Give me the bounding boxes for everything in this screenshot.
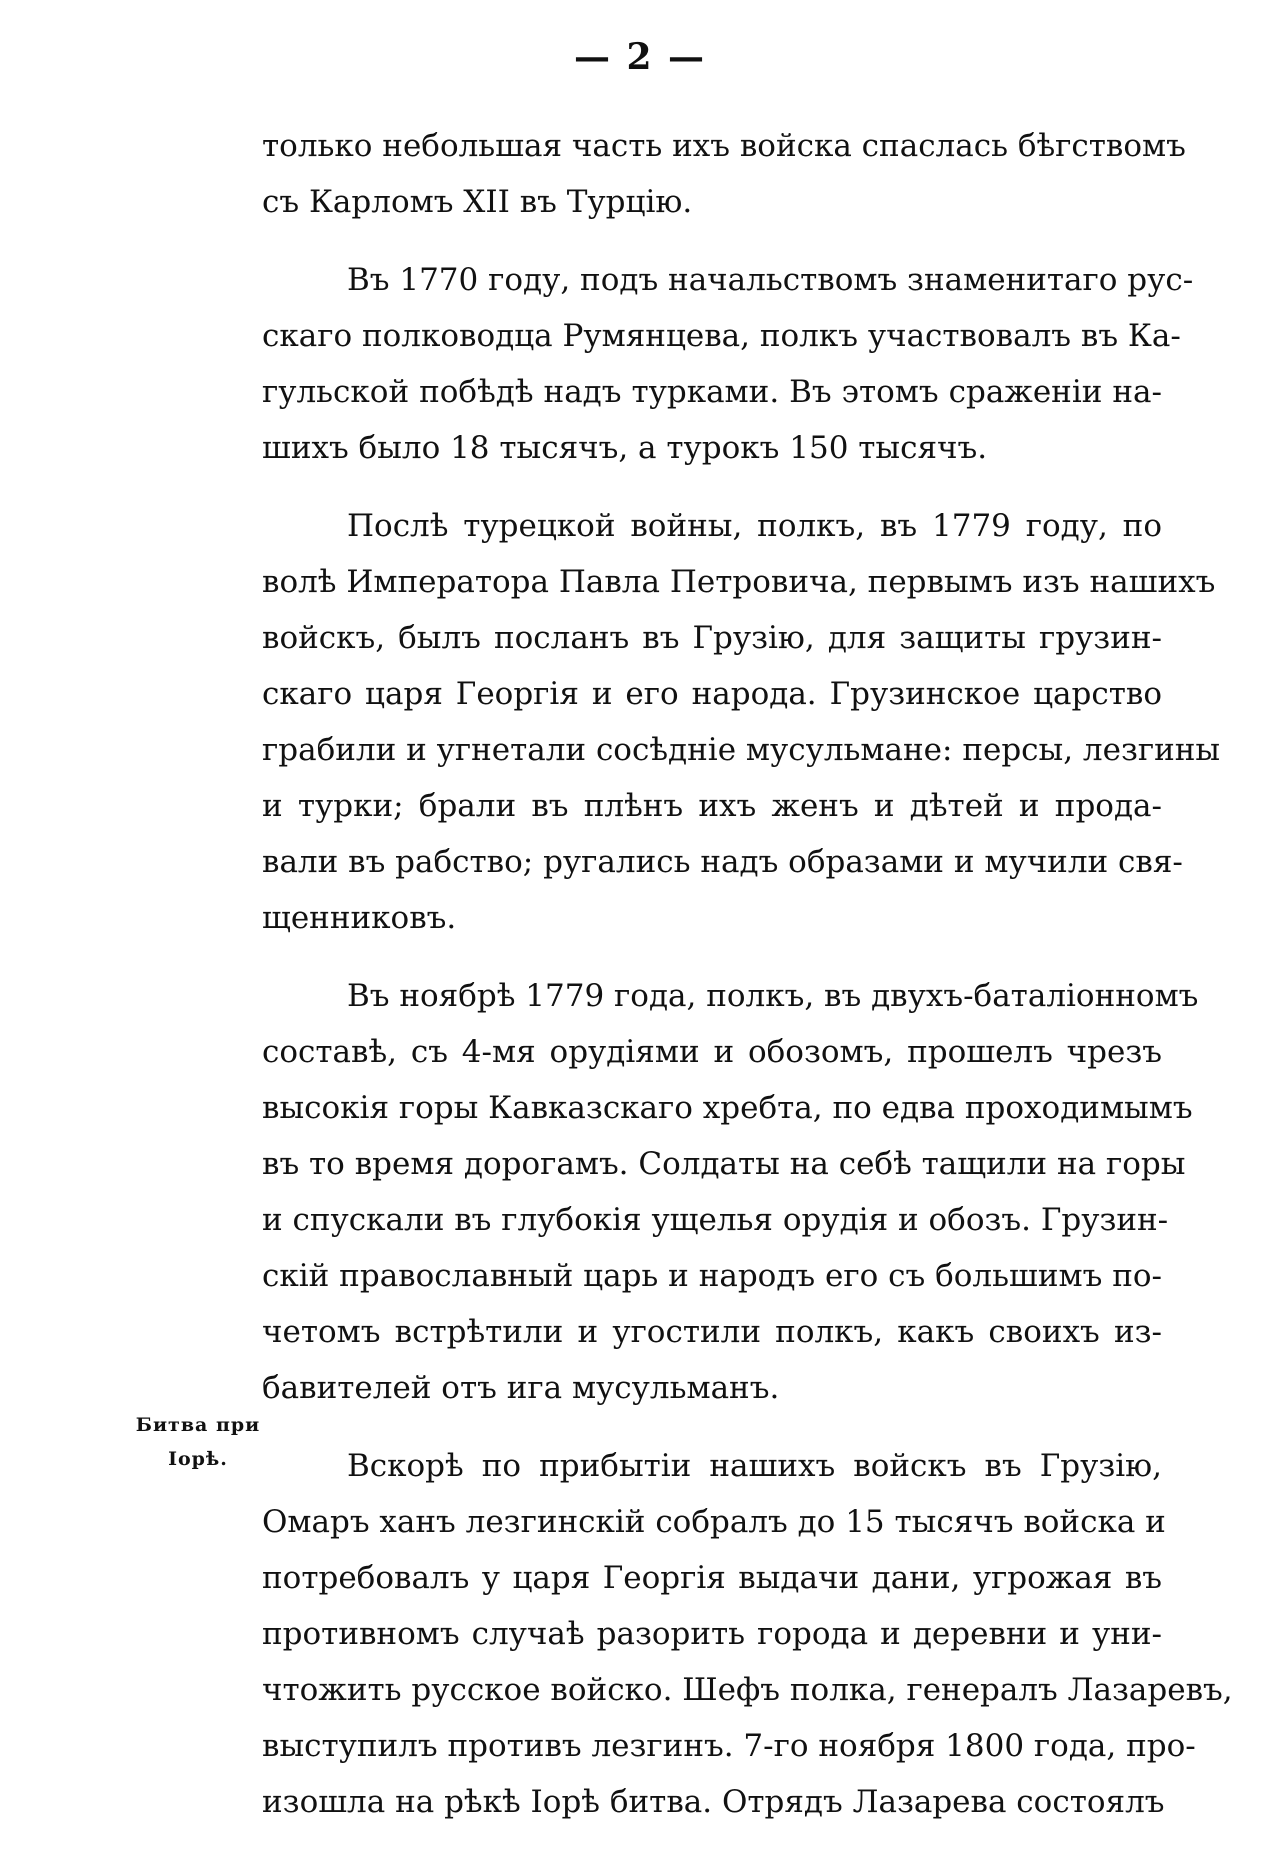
margin-note-line: Іорѣ. <box>168 1448 228 1470</box>
body-text <box>262 118 1233 1830</box>
margin-note <box>118 1408 278 1476</box>
text-line: чтожить русское войско. Шефъ полка, генералъ Лазаревъ, <box>262 1672 1233 1708</box>
text-line: бавителей отъ ига мусульманъ. <box>262 1370 780 1406</box>
text-line: грабили и угнетали сосѣдніе мусульмане: персы, лезгины <box>262 732 1221 768</box>
text-line: гульской побѣдѣ надъ турками. Въ этомъ сраженіи на- <box>262 374 1162 410</box>
text-line: и турки; брали въ плѣнъ ихъ женъ и дѣтей и прода- <box>262 788 1162 824</box>
page-number: — 2 — <box>573 36 707 78</box>
text-line: Вскорѣ по прибытіи нашихъ войскъ въ Грузію, <box>347 1448 1162 1484</box>
text-line: высокія горы Кавказскаго хребта, по едва проходимымъ <box>262 1090 1193 1126</box>
text-line: въ то время дорогамъ. Солдаты на себѣ тащили на горы <box>262 1146 1186 1182</box>
text-line: Въ ноябрѣ 1779 года, полкъ, въ двухъ-баталіонномъ <box>347 978 1199 1014</box>
text-line: скій православный царь и народъ его съ большимъ по- <box>262 1258 1162 1294</box>
text-line: изошла на рѣкѣ Іорѣ битва. Отрядъ Лазарева состоялъ <box>262 1784 1165 1820</box>
text-line: скаго полководца Румянцева, полкъ участвовалъ въ Ка- <box>262 318 1181 354</box>
text-line: составѣ, съ 4-мя орудіями и обозомъ, прошелъ чрезъ <box>262 1034 1162 1070</box>
text-line: съ Карломъ XII въ Турцію. <box>262 184 693 220</box>
text-line: четомъ встрѣтили и угостили полкъ, какъ своихъ из- <box>262 1314 1162 1350</box>
text-line: Послѣ турецкой войны, полкъ, въ 1779 году, по <box>347 508 1162 544</box>
paragraph <box>262 498 1221 946</box>
paragraph <box>262 1438 1233 1830</box>
margin-note-line: Битва при <box>135 1414 261 1436</box>
text-line: и спускали въ глубокія ущелья орудія и обозъ. Грузин- <box>262 1202 1169 1238</box>
paragraph <box>262 118 1186 230</box>
text-line: щенниковъ. <box>262 900 457 936</box>
text-line: выступилъ противъ лезгинъ. 7-го ноября 1800 года, про- <box>262 1728 1196 1764</box>
text-line: войскъ, былъ посланъ въ Грузію, для защиты грузин- <box>262 620 1162 656</box>
paragraph <box>262 252 1194 476</box>
text-line: Въ 1770 году, подъ начальствомъ знаменитаго рус- <box>347 262 1194 298</box>
text-line: скаго царя Георгія и его народа. Грузинское царство <box>262 676 1162 712</box>
text-line: противномъ случаѣ разорить города и деревни и уни- <box>262 1616 1162 1652</box>
text-line: потребовалъ у царя Георгія выдачи дани, угрожая въ <box>262 1560 1162 1596</box>
text-line: вали въ рабство; ругались надъ образами и мучили свя- <box>262 844 1183 880</box>
text-line: Омаръ ханъ лезгинскій собралъ до 15 тысячъ войска и <box>262 1504 1166 1540</box>
paragraph <box>262 968 1199 1416</box>
text-line: волѣ Императора Павла Петровича, первымъ изъ нашихъ <box>262 564 1216 600</box>
text-line: только небольшая часть ихъ войска спаслась бѣгствомъ <box>262 128 1186 164</box>
text-line: шихъ было 18 тысячъ, а турокъ 150 тысячъ. <box>262 430 988 466</box>
